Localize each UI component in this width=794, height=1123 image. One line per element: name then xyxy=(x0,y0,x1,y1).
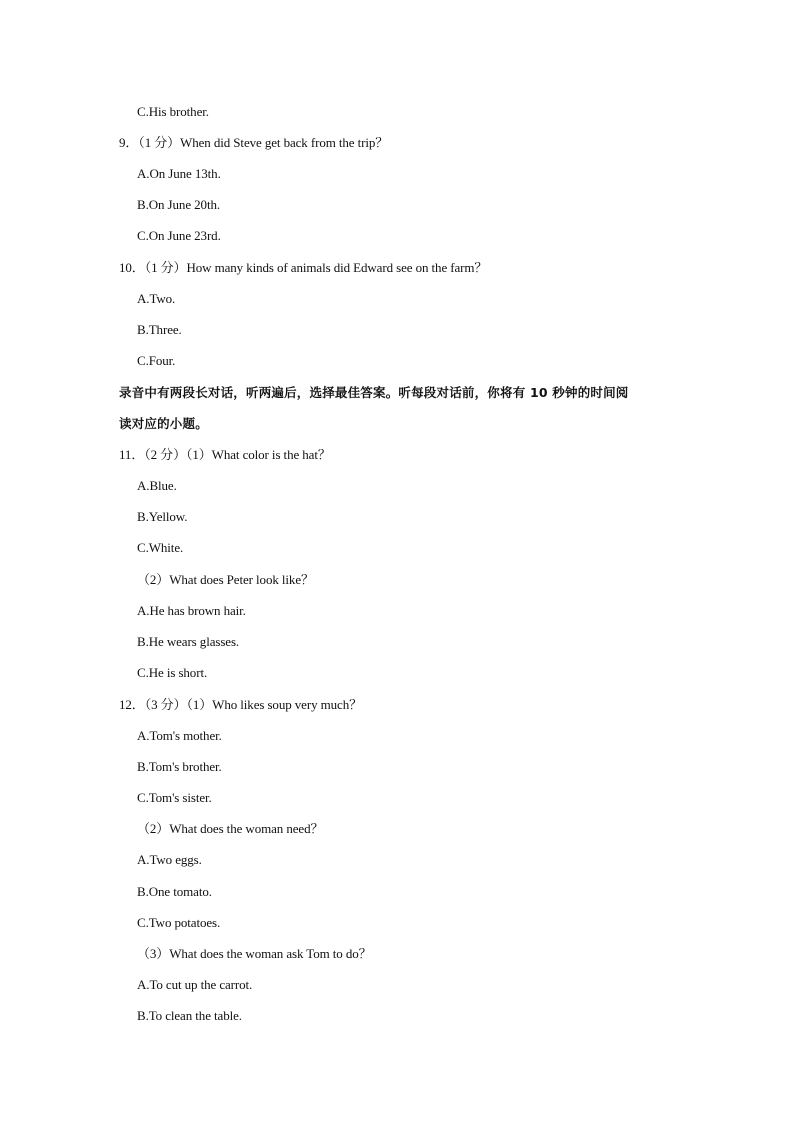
q10-option-a: A.Two. xyxy=(137,291,176,306)
q12-2-option-b: B.One tomato. xyxy=(137,884,212,899)
q12-1-option-c: C.Tom's sister. xyxy=(137,790,212,805)
q11-1-option-a: A.Blue. xyxy=(137,478,177,493)
q11-1-option-c: C.White. xyxy=(137,540,184,555)
q12-2-option-a: A.Two eggs. xyxy=(137,852,202,867)
q9-option-a: A.On June 13th. xyxy=(137,166,221,181)
q12-3-option-b: B.To clean the table. xyxy=(137,1008,242,1023)
question-12-sub-2: （2）What does the woman need？ xyxy=(137,821,324,836)
q11-2-option-b: B.He wears glasses. xyxy=(137,634,240,649)
q12-1-option-b: B.Tom's brother. xyxy=(137,759,222,774)
q11-2-option-c: C.He is short. xyxy=(137,665,208,680)
q9-option-b: B.On June 20th. xyxy=(137,197,221,212)
question-12: 12．（3 分）（1）Who likes soup very much？ xyxy=(119,697,363,712)
q12-3-option-a: A.To cut up the carrot. xyxy=(137,977,253,992)
q11-2-option-a: A.He has brown hair. xyxy=(137,603,246,618)
q12-1-option-a: A.Tom's mother. xyxy=(137,728,222,743)
question-11: 11．（2 分）（1）What color is the hat？ xyxy=(119,447,331,462)
section-instruction-line-2: 读对应的小题。 xyxy=(119,416,208,431)
question-9: 9．（1 分）When did Steve get back from the trip？ xyxy=(119,135,389,150)
section-instruction-line-1: 录音中有两段长对话，听两遍后，选择最佳答案。听每段对话前，你将有 10 秒钟的时间阅 xyxy=(119,385,629,400)
q12-2-option-c: C.Two potatoes. xyxy=(137,915,221,930)
question-10: 10．（1 分）How many kinds of animals did Edward see on the farm？ xyxy=(119,260,488,275)
q9-option-c: C.On June 23rd. xyxy=(137,228,221,243)
q10-option-c: C.Four. xyxy=(137,353,176,368)
q11-1-option-b: B.Yellow. xyxy=(137,509,188,524)
question-12-sub-3: （3）What does the woman ask Tom to do？ xyxy=(137,946,372,961)
q8-option-c: C.His brother. xyxy=(137,104,209,119)
q10-option-b: B.Three. xyxy=(137,322,182,337)
question-11-sub-2: （2）What does Peter look like？ xyxy=(137,572,314,587)
